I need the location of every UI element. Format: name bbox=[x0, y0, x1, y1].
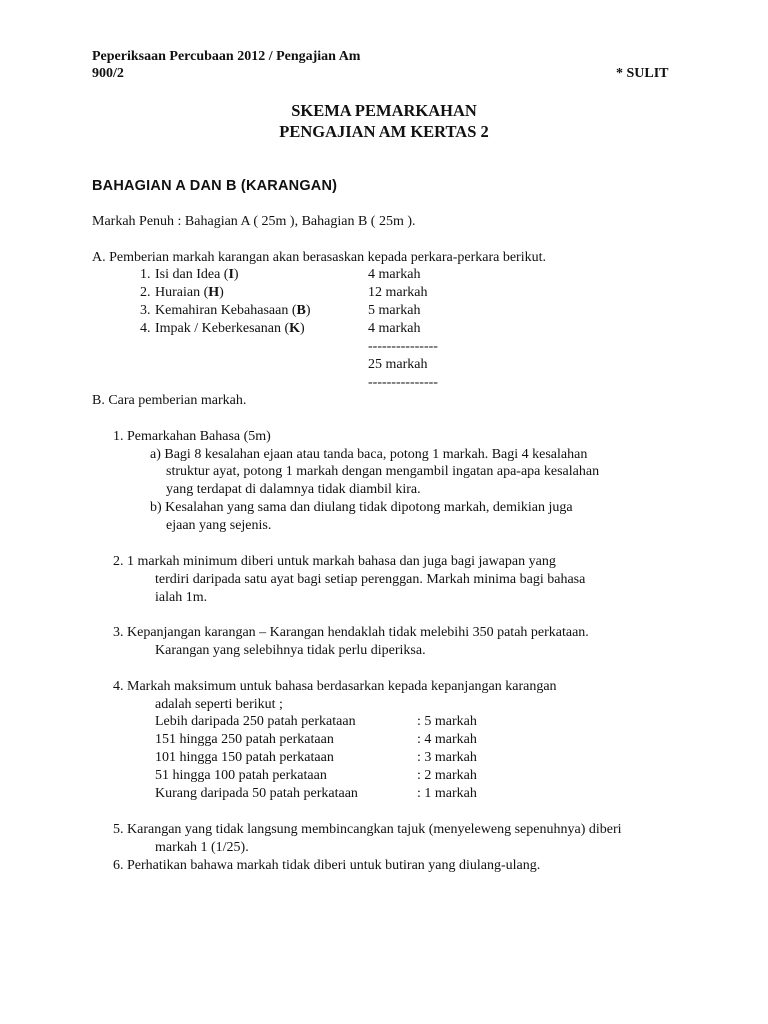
total-marks: 25 markah bbox=[368, 357, 428, 372]
criterion-marks: 4 markah bbox=[368, 267, 421, 282]
item-1-title: 1. Pemarkahan Bahasa (5m) bbox=[113, 429, 271, 444]
criterion-number: 2. bbox=[140, 285, 151, 300]
item-2-line: terdiri daripada satu ayat bagi setiap perenggan. Markah minima bagi bahasa bbox=[155, 572, 586, 587]
length-range: Lebih daripada 250 patah perkataan bbox=[155, 714, 356, 729]
document-title: SKEMA PEMARKAHAN bbox=[291, 101, 477, 120]
criterion-label: Impak / Keberkesanan (K) bbox=[155, 321, 305, 336]
criterion-code: H bbox=[208, 285, 220, 300]
criterion-marks: 4 markah bbox=[368, 321, 421, 336]
criterion-code: I bbox=[228, 267, 234, 282]
length-range: 101 hingga 150 patah perkataan bbox=[155, 750, 334, 765]
item-4-line: 4. Markah maksimum untuk bahasa berdasarkan kepada kepanjangan karangan bbox=[113, 679, 557, 694]
length-marks: : 1 markah bbox=[417, 786, 477, 801]
length-marks: : 5 markah bbox=[417, 714, 477, 729]
item-1b-line: b) Kesalahan yang sama dan diulang tidak dipotong markah, demikian juga bbox=[150, 500, 573, 515]
criterion-code: B bbox=[296, 303, 306, 318]
total-rule-top: --------------- bbox=[368, 339, 438, 354]
part-b-intro: B. Cara pemberian markah. bbox=[92, 393, 247, 408]
criterion-marks: 5 markah bbox=[368, 303, 421, 318]
item-5-line: markah 1 (1/25). bbox=[155, 840, 249, 855]
item-5-line: 5. Karangan yang tidak langsung membincangkan tajuk (menyeleweng sepenuhnya) diberi bbox=[113, 822, 622, 837]
criterion-code: K bbox=[289, 321, 300, 336]
criterion-label: Isi dan Idea (I) bbox=[155, 267, 239, 282]
section-heading: BAHAGIAN A DAN B (KARANGAN) bbox=[92, 178, 338, 194]
paper-code: 900/2 bbox=[92, 66, 124, 81]
criterion-marks: 12 markah bbox=[368, 285, 428, 300]
item-1a-line: a) Bagi 8 kesalahan ejaan atau tanda baca, potong 1 markah. Bagi 4 kesalahan bbox=[150, 447, 588, 462]
item-4-line: adalah seperti berikut ; bbox=[155, 697, 283, 712]
total-rule-bottom: --------------- bbox=[368, 375, 438, 390]
item-1b-line: ejaan yang sejenis. bbox=[166, 518, 272, 533]
length-range: 151 hingga 250 patah perkataan bbox=[155, 732, 334, 747]
criterion-number: 4. bbox=[140, 321, 151, 336]
item-3-line: 3. Kepanjangan karangan – Karangan hendaklah tidak melebihi 350 patah perkataan. bbox=[113, 625, 589, 640]
item-2-line: 2. 1 markah minimum diberi untuk markah bahasa dan juga bagi jawapan yang bbox=[113, 554, 556, 569]
part-a-intro: A. Pemberian markah karangan akan berasaskan kepada perkara-perkara berikut. bbox=[92, 250, 546, 265]
length-marks: : 4 markah bbox=[417, 732, 477, 747]
exam-title: Peperiksaan Percubaan 2012 / Pengajian Am bbox=[92, 49, 361, 64]
item-1a-line: yang terdapat di dalamnya tidak diambil kira. bbox=[166, 482, 421, 497]
item-3-line: Karangan yang selebihnya tidak perlu diperiksa. bbox=[155, 643, 426, 658]
length-range: 51 hingga 100 patah perkataan bbox=[155, 768, 327, 783]
length-marks: : 3 markah bbox=[417, 750, 477, 765]
criterion-number: 1. bbox=[140, 267, 151, 282]
classification-label: * SULIT bbox=[616, 66, 669, 81]
length-marks: : 2 markah bbox=[417, 768, 477, 783]
criterion-label: Huraian (H) bbox=[155, 285, 224, 300]
length-range: Kurang daripada 50 patah perkataan bbox=[155, 786, 358, 801]
criterion-label: Kemahiran Kebahasaan (B) bbox=[155, 303, 311, 318]
item-6-line: 6. Perhatikan bahawa markah tidak diberi untuk butiran yang diulang-ulang. bbox=[113, 858, 541, 873]
item-2-line: ialah 1m. bbox=[155, 590, 208, 605]
full-marks-line: Markah Penuh : Bahagian A ( 25m ), Bahagian B ( 25m ). bbox=[92, 214, 416, 229]
criterion-number: 3. bbox=[140, 303, 151, 318]
document-subtitle: PENGAJIAN AM KERTAS 2 bbox=[279, 122, 489, 141]
item-1a-line: struktur ayat, potong 1 markah dengan mengambil ingatan apa-apa kesalahan bbox=[166, 464, 600, 479]
